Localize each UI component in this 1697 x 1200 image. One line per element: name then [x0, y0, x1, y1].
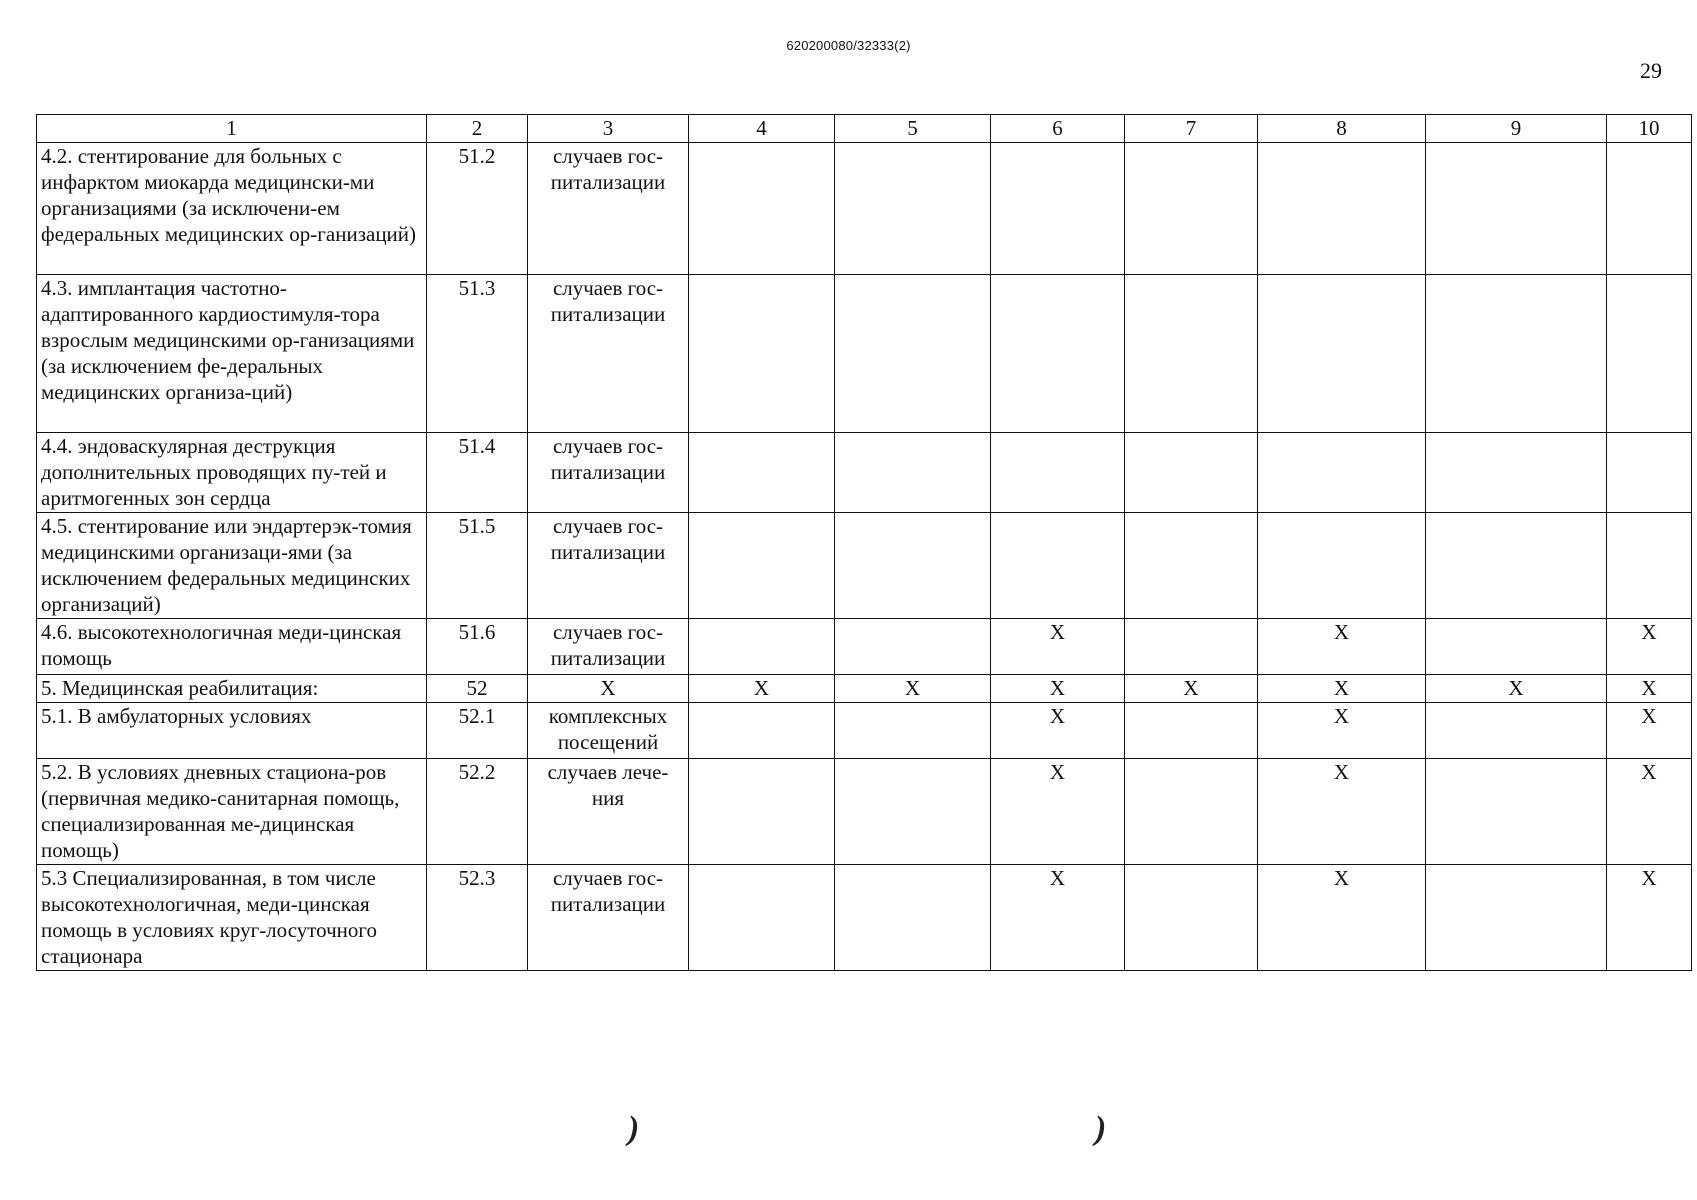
row-name-cell: 4.6. высокотехнологичная меди-цинская помощь — [37, 619, 427, 675]
value-cell — [689, 143, 835, 275]
value-cell — [689, 513, 835, 619]
value-cell — [991, 275, 1125, 433]
value-cell — [1426, 703, 1607, 759]
value-cell — [1426, 759, 1607, 865]
column-header: 1 — [37, 115, 427, 143]
value-cell: X — [991, 759, 1125, 865]
row-unit-cell: комплексных посещений — [528, 703, 689, 759]
value-cell — [1125, 619, 1258, 675]
table-row — [37, 703, 1692, 759]
column-header: 8 — [1258, 115, 1426, 143]
table-row — [37, 275, 1692, 433]
row-name-cell: 5.3 Специализированная, в том числе высокотехнологичная, меди-цинская помощь в условиях круг-лосуточного стационара — [37, 865, 427, 971]
row-code-cell: 51.2 — [427, 143, 528, 275]
value-cell: X — [1258, 619, 1426, 675]
row-code-cell: 51.3 — [427, 275, 528, 433]
row-unit-cell: случаев гос-питализации — [528, 143, 689, 275]
value-cell: X — [1258, 675, 1426, 703]
value-cell — [835, 759, 991, 865]
value-cell — [689, 703, 835, 759]
row-name-cell: 5.2. В условиях дневных стациона-ров (первичная медико-санитарная помощь, специализированная ме-дицинская помощь) — [37, 759, 427, 865]
row-code-cell: 52.2 — [427, 759, 528, 865]
row-name-cell: 4.3. имплантация частотно-адаптированного кардиостимуля-тора взрослым медицинскими ор-ганизациями (за исключением фе-деральных медицинских организа-ций) — [37, 275, 427, 433]
value-cell — [1125, 433, 1258, 513]
value-cell — [1125, 703, 1258, 759]
value-cell — [689, 619, 835, 675]
value-cell: X — [1607, 759, 1692, 865]
row-code-cell: 51.4 — [427, 433, 528, 513]
value-cell — [1258, 143, 1426, 275]
value-cell — [835, 619, 991, 675]
value-cell: X — [1607, 865, 1692, 971]
value-cell — [1607, 433, 1692, 513]
value-cell: X — [1607, 703, 1692, 759]
value-cell — [1426, 619, 1607, 675]
value-cell — [689, 433, 835, 513]
value-cell — [991, 143, 1125, 275]
value-cell — [1258, 433, 1426, 513]
value-cell: X — [1125, 675, 1258, 703]
table-row — [37, 513, 1692, 619]
value-cell: X — [1607, 675, 1692, 703]
value-cell — [835, 703, 991, 759]
row-name-cell: 5. Медицинская реабилитация: — [37, 675, 427, 703]
value-cell — [835, 513, 991, 619]
row-name-cell: 4.2. стентирование для больных с инфарктом миокарда медицински-ми организациями (за исключени-ем федеральных медицинских ор-ганизаций) — [37, 143, 427, 275]
column-header: 3 — [528, 115, 689, 143]
value-cell — [1607, 275, 1692, 433]
column-header: 9 — [1426, 115, 1607, 143]
column-header: 4 — [689, 115, 835, 143]
column-header: 2 — [427, 115, 528, 143]
value-cell: X — [1607, 619, 1692, 675]
value-cell — [1125, 513, 1258, 619]
table-row — [37, 759, 1692, 865]
column-header: 5 — [835, 115, 991, 143]
value-cell — [1125, 275, 1258, 433]
table-row — [37, 675, 1692, 703]
row-unit-cell: случаев лече-ния — [528, 759, 689, 865]
row-code-cell: 51.5 — [427, 513, 528, 619]
value-cell — [689, 759, 835, 865]
row-unit-cell: X — [528, 675, 689, 703]
value-cell: X — [1258, 865, 1426, 971]
value-cell — [1426, 865, 1607, 971]
row-code-cell: 52.1 — [427, 703, 528, 759]
value-cell — [1125, 759, 1258, 865]
value-cell — [689, 865, 835, 971]
value-cell — [1258, 275, 1426, 433]
column-header: 6 — [991, 115, 1125, 143]
data-table — [36, 114, 1692, 971]
value-cell — [1258, 513, 1426, 619]
value-cell: X — [1258, 759, 1426, 865]
value-cell: X — [1258, 703, 1426, 759]
value-cell: X — [835, 675, 991, 703]
column-number-row — [37, 115, 1692, 143]
row-code-cell: 52 — [427, 675, 528, 703]
row-unit-cell: случаев гос-питализации — [528, 619, 689, 675]
value-cell — [835, 275, 991, 433]
value-cell — [991, 433, 1125, 513]
row-unit-cell: случаев гос-питализации — [528, 513, 689, 619]
value-cell: X — [991, 865, 1125, 971]
value-cell: X — [689, 675, 835, 703]
value-cell — [835, 433, 991, 513]
scan-mark: ) — [1095, 1110, 1107, 1147]
value-cell — [1426, 143, 1607, 275]
value-cell — [1607, 143, 1692, 275]
table-row — [37, 433, 1692, 513]
row-name-cell: 4.4. эндоваскулярная деструкция дополнительных проводящих пу-тей и аритмогенных зон сердца — [37, 433, 427, 513]
value-cell — [1426, 275, 1607, 433]
row-name-cell: 4.5. стентирование или эндартерэк-томия медицинскими организаци-ями (за исключением федеральных медицинских организаций) — [37, 513, 427, 619]
row-code-cell: 51.6 — [427, 619, 528, 675]
document-code: 620200080/32333(2) — [786, 38, 911, 53]
row-unit-cell: случаев гос-питализации — [528, 865, 689, 971]
value-cell — [835, 143, 991, 275]
row-unit-cell: случаев гос-питализации — [528, 275, 689, 433]
table-row — [37, 865, 1692, 971]
column-header: 7 — [1125, 115, 1258, 143]
value-cell — [991, 513, 1125, 619]
value-cell: X — [1426, 675, 1607, 703]
row-unit-cell: случаев гос-питализации — [528, 433, 689, 513]
row-code-cell: 52.3 — [427, 865, 528, 971]
value-cell — [1426, 433, 1607, 513]
value-cell: X — [991, 703, 1125, 759]
value-cell — [689, 275, 835, 433]
row-name-cell: 5.1. В амбулаторных условиях — [37, 703, 427, 759]
value-cell — [1607, 513, 1692, 619]
value-cell — [1426, 513, 1607, 619]
value-cell — [1125, 865, 1258, 971]
scan-mark: ) — [628, 1110, 640, 1147]
value-cell — [835, 865, 991, 971]
page-number: 29 — [1640, 58, 1662, 83]
table-row — [37, 143, 1692, 275]
value-cell — [1125, 143, 1258, 275]
value-cell: X — [991, 675, 1125, 703]
table-row — [37, 619, 1692, 675]
column-header: 10 — [1607, 115, 1692, 143]
value-cell: X — [991, 619, 1125, 675]
